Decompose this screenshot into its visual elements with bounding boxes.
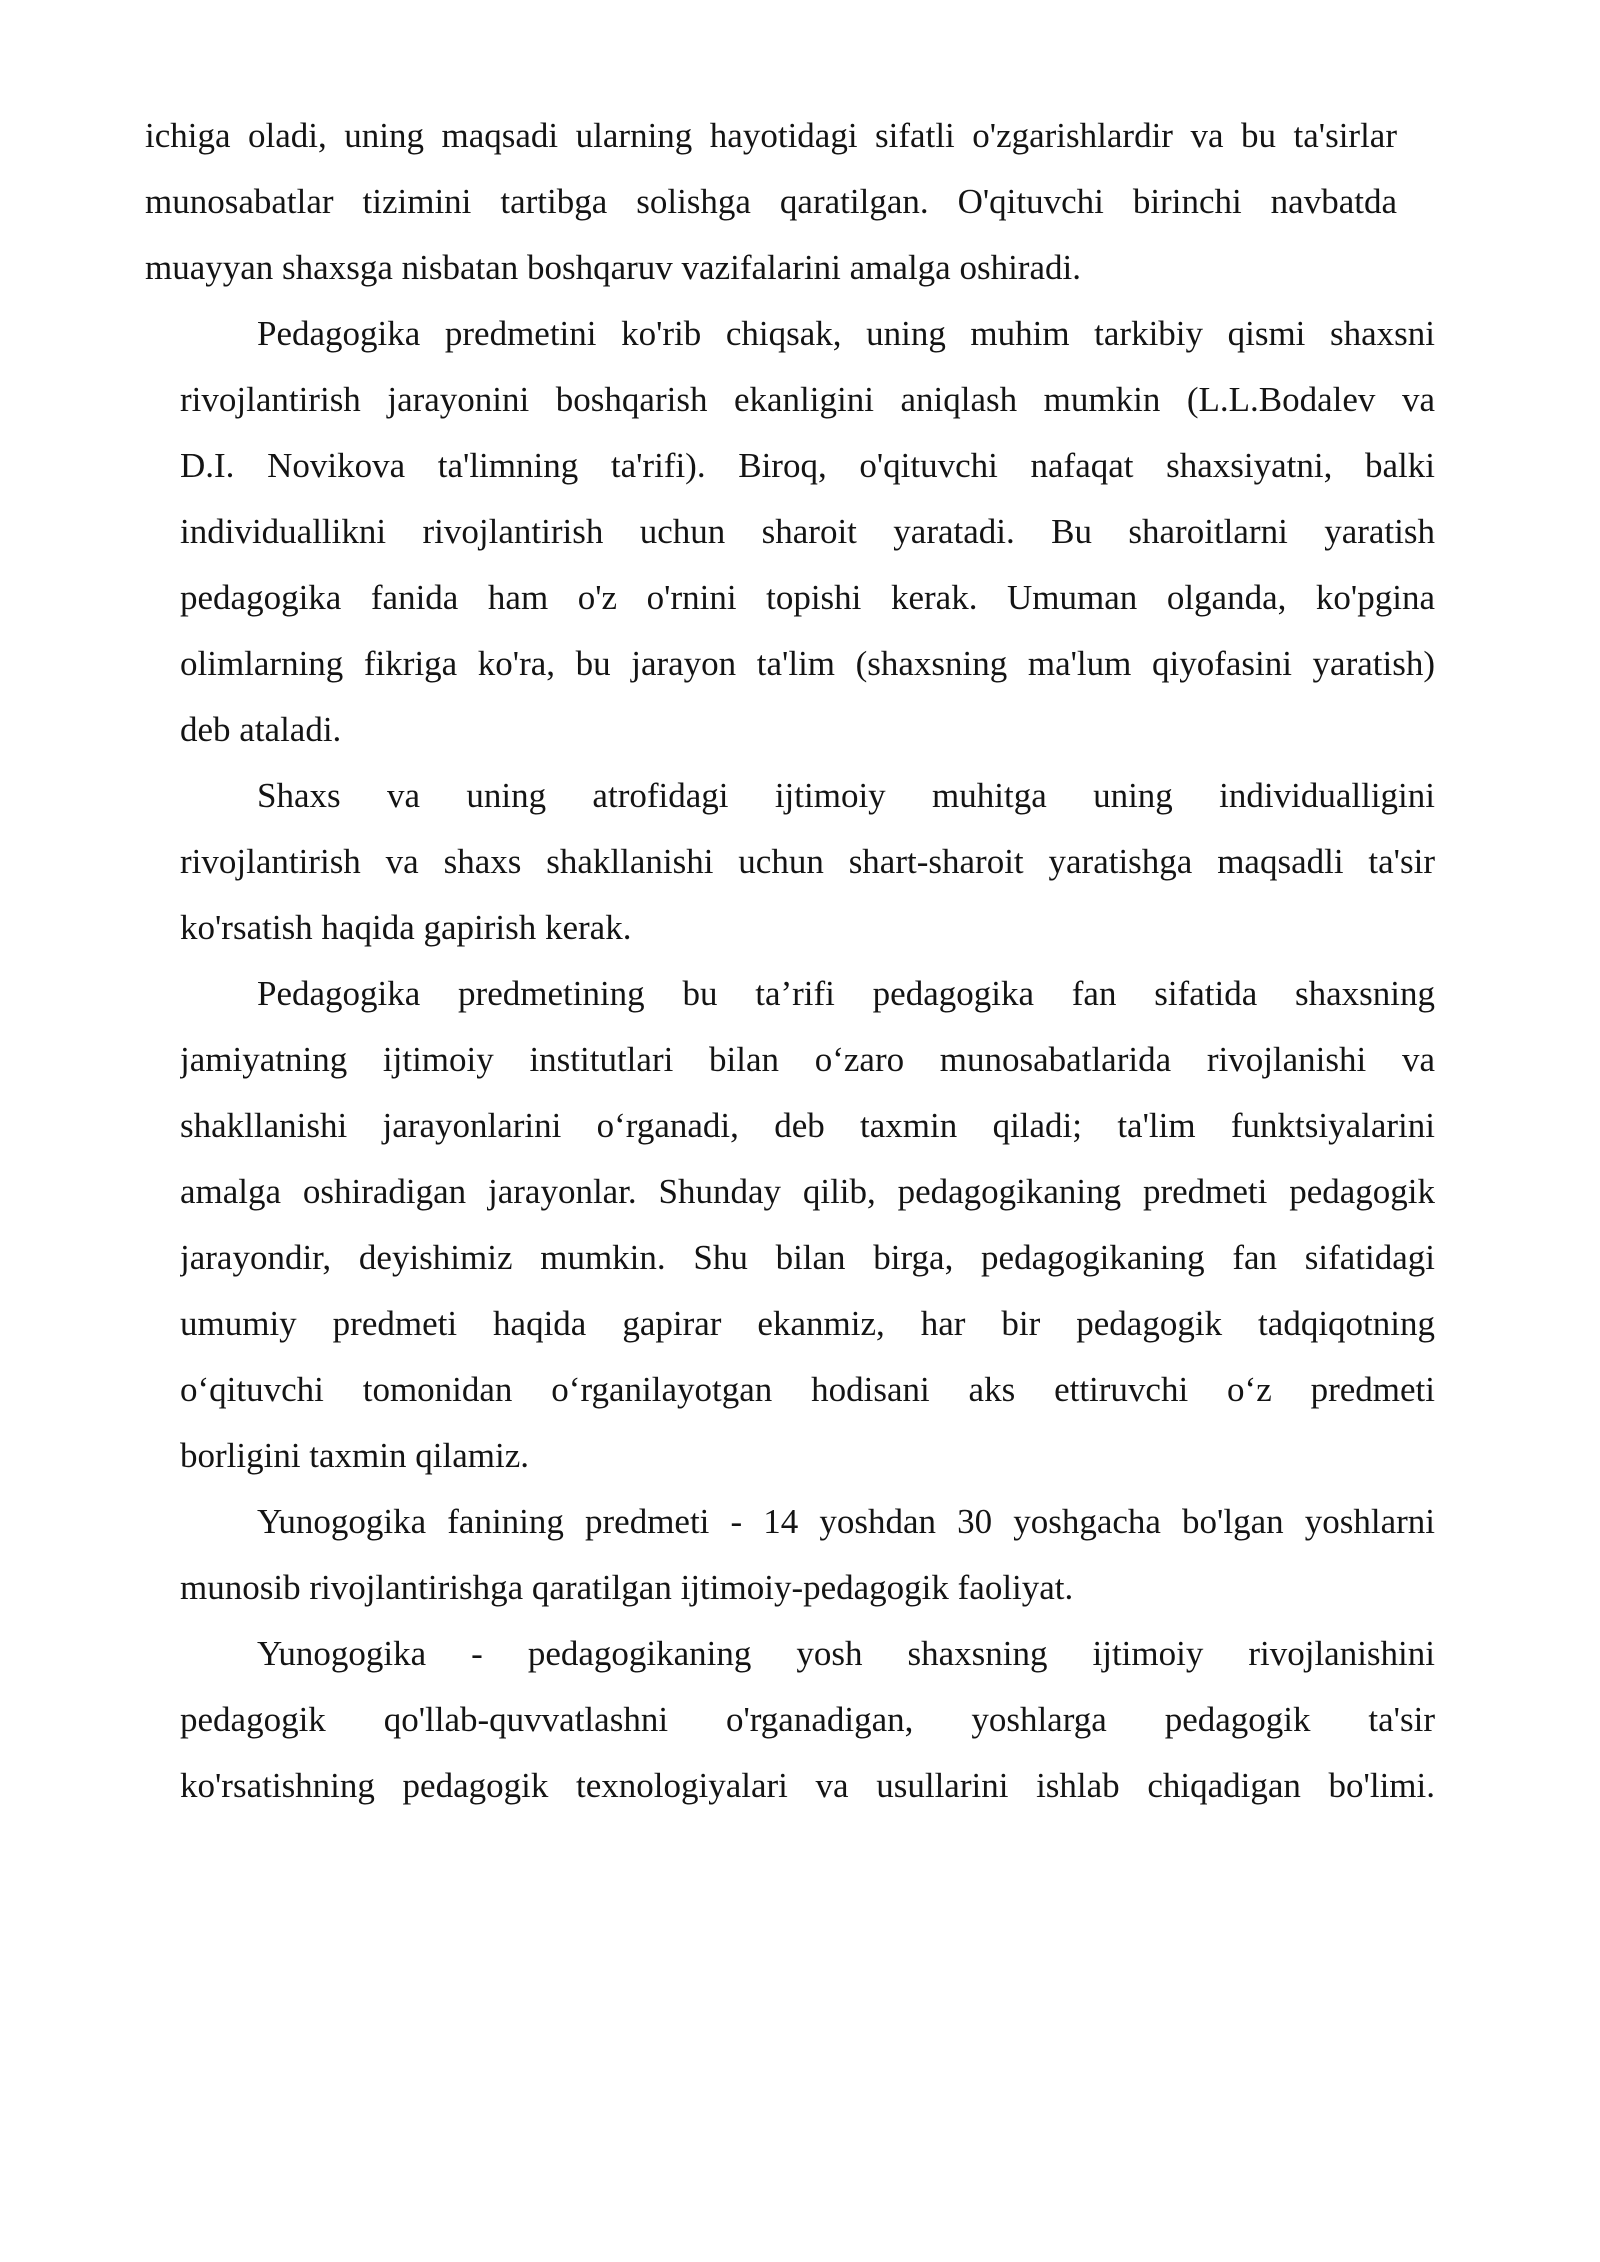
paragraph	[180, 1621, 1435, 1819]
text-line: olimlarning fikriga ko'ra, bu jarayon ta'lim (shaxsning ma'lum qiyofasini yaratish)	[180, 644, 1435, 683]
paragraph	[180, 301, 1435, 763]
text-line: muayyan shaxsga nisbatan boshqaruv vazifalarini amalga oshiradi.	[145, 248, 1081, 287]
text-line: individuallikni rivojlantirish uchun sharoit yaratadi. Bu sharoitlarni yaratish	[180, 512, 1435, 551]
paragraph	[145, 103, 1397, 301]
text-line: Pedagogika predmetining bu ta’rifi pedagogika fan sifatida shaxsning	[257, 974, 1435, 1013]
text-line: Yunogogika fanining predmeti - 14 yoshdan 30 yoshgacha bo'lgan yoshlarni	[257, 1502, 1435, 1541]
text-line: ichiga oladi, uning maqsadi ularning hayotidagi sifatli o'zgarishlardir va bu ta'sirlar	[145, 116, 1397, 155]
text-line: pedagogika fanida ham o'z o'rnini topishi kerak. Umuman olganda, ko'pgina	[180, 578, 1435, 617]
text-line: Yunogogika - pedagogikaning yosh shaxsning ijtimoiy rivojlanishini	[257, 1634, 1435, 1673]
text-line: jarayondir, deyishimiz mumkin. Shu bilan birga, pedagogikaning fan sifatidagi	[180, 1238, 1435, 1277]
text-line: ko'rsatishning pedagogik texnologiyalari va usullarini ishlab chiqadigan bo'limi.	[180, 1766, 1435, 1805]
paragraph	[180, 961, 1435, 1489]
text-line: munosabatlar tizimini tartibga solishga qaratilgan. O'qituvchi birinchi navbatda	[145, 182, 1397, 221]
text-line: o‘qituvchi tomonidan o‘rganilayotgan hodisani aks ettiruvchi o‘z predmeti	[180, 1370, 1435, 1409]
text-line: munosib rivojlantirishga qaratilgan ijtimoiy-pedagogik faoliyat.	[180, 1568, 1074, 1607]
text-line: ko'rsatish haqida gapirish kerak.	[180, 908, 632, 947]
text-line: borligini taxmin qilamiz.	[180, 1436, 529, 1475]
paragraph	[180, 1489, 1435, 1621]
text-line: Shaxs va uning atrofidagi ijtimoiy muhitga uning individualligini	[257, 776, 1435, 815]
text-line: rivojlantirish va shaxs shakllanishi uchun shart-sharoit yaratishga maqsadli ta'sir	[180, 842, 1435, 881]
paragraph	[180, 763, 1435, 961]
document-body	[145, 103, 1435, 1819]
text-line: shakllanishi jarayonlarini o‘rganadi, deb taxmin qiladi; ta'lim funktsiyalarini	[180, 1106, 1435, 1145]
text-line: deb ataladi.	[180, 710, 342, 749]
text-line: umumiy predmeti haqida gapirar ekanmiz, har bir pedagogik tadqiqotning	[180, 1304, 1435, 1343]
text-line: jamiyatning ijtimoiy institutlari bilan o‘zaro munosabatlarida rivojlanishi va	[180, 1040, 1435, 1079]
text-line: Pedagogika predmetini ko'rib chiqsak, uning muhim tarkibiy qismi shaxsni	[257, 314, 1435, 353]
text-line: amalga oshiradigan jarayonlar. Shunday qilib, pedagogikaning predmeti pedagogik	[180, 1172, 1435, 1211]
text-line: pedagogik qo'llab-quvvatlashni o'rganadigan, yoshlarga pedagogik ta'sir	[180, 1700, 1435, 1739]
text-line: D.I. Novikova ta'limning ta'rifi). Biroq, o'qituvchi nafaqat shaxsiyatni, balki	[180, 446, 1435, 485]
text-line: rivojlantirish jarayonini boshqarish ekanligini aniqlash mumkin (L.L.Bodalev va	[180, 380, 1435, 419]
